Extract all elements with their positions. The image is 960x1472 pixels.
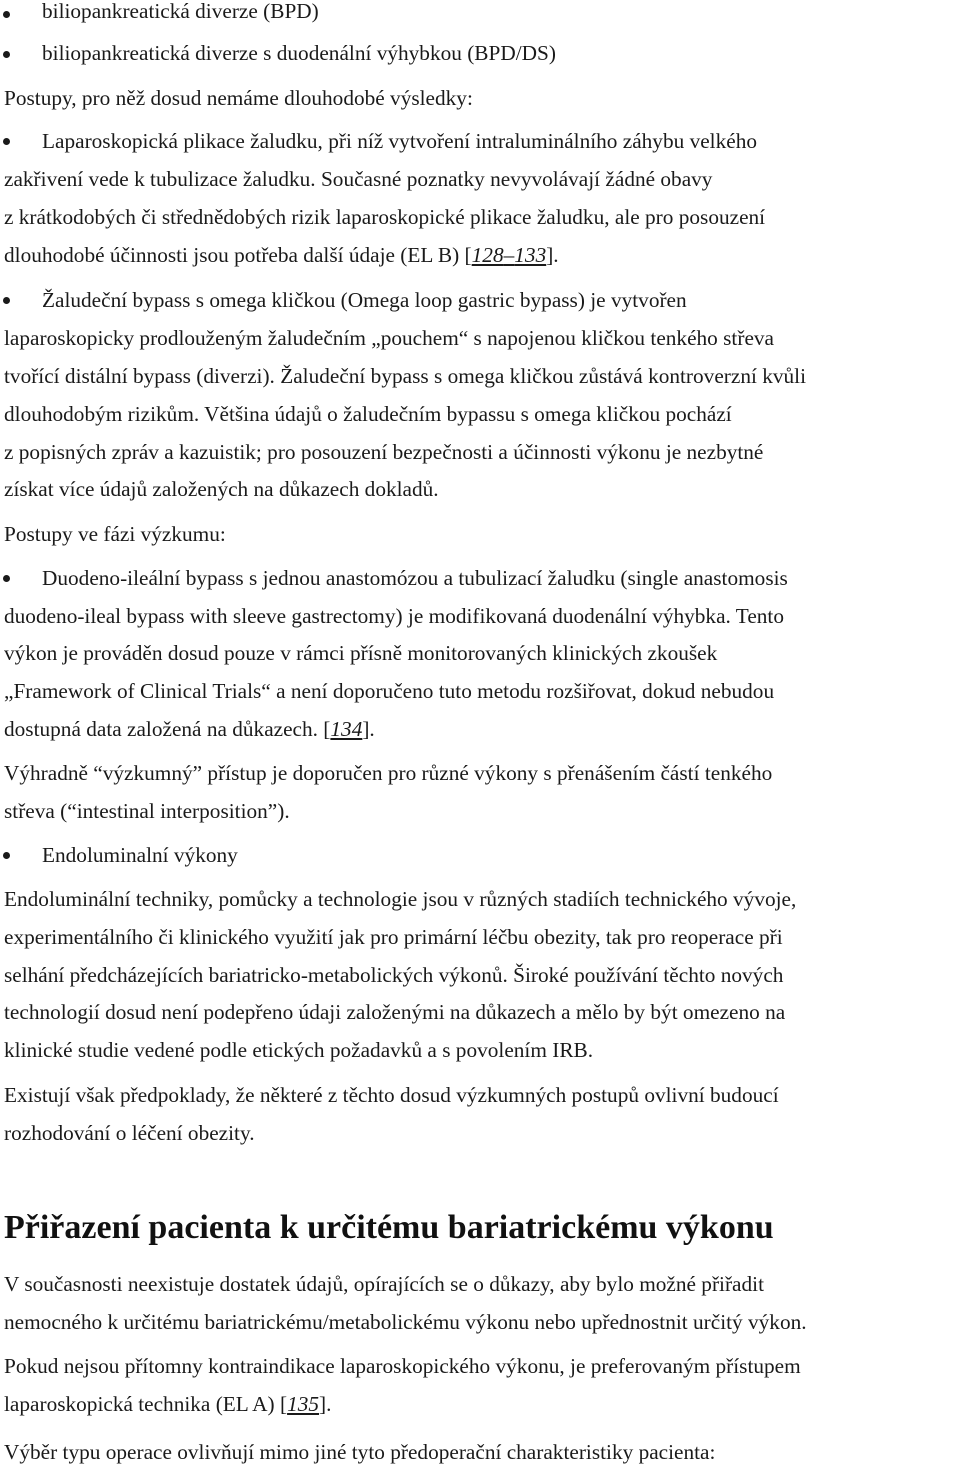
endo-line-5: klinické studie vedené podle etických požadavků a s povolením IRB. (4, 1038, 594, 1062)
assign-p2-line-2 (4, 1386, 331, 1424)
sadi-line-5-text: dostupná data založená na důkazech. [ (4, 717, 331, 741)
omega-line-2: laparoskopicky prodlouženým žaludečním „pouchem“ s napojenou kličkou tenkého střeva (4, 326, 774, 350)
endo-line-1: Endoluminální techniky, pomůcky a technologie jsou v různých stadiích technického vývoje, (4, 887, 797, 911)
sadi-line-4: „Framework of Clinical Trials“ a není doporučeno tuto metodu rozšiřovat, dokud nebudou (4, 679, 775, 703)
list-item-bpd-ds: biliopankreatická diverze s duodenální výhybkou (BPD/DS) (42, 41, 556, 65)
omega-line-3: tvořící distální bypass (diverzi). Žaludeční bypass s omega kličkou zůstává kontroverzní kvůli (4, 364, 806, 388)
bullet-dot (3, 297, 10, 304)
sadi-line-1: Duodeno-ileální bypass s jednou anastomózou a tubulizací žaludku (single anastomosis (42, 566, 788, 590)
omega-line-5: z popisných zpráv a kazuistik; pro posouzení bezpečnosti a účinnosti výkonu je nezbytné (4, 440, 764, 464)
bullet-dot (3, 138, 10, 145)
endo-line-3: selhání předcházejících bariatricko-metabolických výkonů. Široké používání těchto nových (4, 963, 784, 987)
interposition-line-2: střeva (“intestinal interposition”). (4, 799, 290, 823)
citation-link-133[interactable]: 133 (514, 243, 547, 267)
citation-link-135[interactable]: 135 (287, 1392, 320, 1416)
assign-p2-line-1: Pokud nejsou přítomny kontraindikace laparoskopického výkonu, je preferovaným přístupem (4, 1354, 801, 1378)
citation-link-134[interactable]: 134 (330, 717, 363, 741)
section-heading-nolong: Postupy, pro něž dosud nemáme dlouhodobé výsledky: (4, 86, 473, 110)
assign-p2-line-2-end: ]. (319, 1392, 332, 1416)
plication-line-4 (4, 237, 559, 275)
sadi-line-3: výkon je prováděn dosud pouze v rámci přísně monitorovaných klinických zkoušek (4, 641, 718, 665)
citation-dash: – (503, 243, 515, 267)
endo-line-2: experimentálního či klinického využití jak pro primární léčbu obezity, tak pro reoperace při (4, 925, 783, 949)
assign-p1-line-2: nemocného k určitému bariatrickému/metabolickému výkonu nebo upřednostnit určitý výkon. (4, 1310, 807, 1334)
future-line-1: Existují však předpoklady, že některé z těchto dosud výzkumných postupů ovlivní budoucí (4, 1083, 779, 1107)
omega-line-6: získat více údajů založených na důkazech dokladů. (4, 477, 439, 501)
bullet-dot (3, 575, 10, 582)
citation-link-128[interactable]: 128 (471, 243, 504, 267)
plication-line-4-text: dlouhodobé účinnosti jsou potřeba další údaje (EL B) [ (4, 243, 472, 267)
bullet-dot (3, 852, 10, 859)
endo-line-4: technologií dosud není podepřeno údaji založenými na důkazech a mělo by být omezeno na (4, 1000, 786, 1024)
plication-line-2: zakřivení vede k tubulizace žaludku. Současné poznatky nevyvolávají žádné obavy (4, 167, 713, 191)
bullet-dot (3, 11, 10, 18)
section-heading-assignment: Přiřazení pacienta k určitému bariatrickému výkonu (4, 1209, 774, 1246)
omega-line-4: dlouhodobým rizikům. Většina údajů o žaludečním bypassu s omega kličkou pochází (4, 402, 732, 426)
sadi-line-5-end: ]. (362, 717, 375, 741)
bullet-dot (3, 51, 10, 58)
sadi-line-2: duodeno-ileal bypass with sleeve gastrectomy) je modifikovaná duodenální výhybka. Tento (4, 604, 784, 628)
assign-p1-line-1: V současnosti neexistuje dostatek údajů, opírajících se o důkazy, aby bylo možné přiřadit (4, 1272, 764, 1296)
sadi-line-5 (4, 711, 375, 749)
interposition-line-1: Výhradně “výzkumný” přístup je doporučen pro různé výkony s přenášením částí tenkého (4, 761, 773, 785)
list-item-bpd: biliopankreatická diverze (BPD) (42, 0, 319, 23)
plication-line-3: z krátkodobých či střednědobých rizik laparoskopické plikace žaludku, ale pro posouzení (4, 205, 766, 229)
assign-p3-line-1: Výběr typu operace ovlivňují mimo jiné tyto předoperační charakteristiky pacienta: (4, 1440, 716, 1464)
section-heading-research: Postupy ve fázi výzkumu: (4, 522, 226, 546)
list-item-endoluminal: Endoluminalní výkony (42, 843, 238, 867)
assign-p2-line-2-text: laparoskopická technika (EL A) [ (4, 1392, 288, 1416)
omega-line-1: Žaludeční bypass s omega kličkou (Omega loop gastric bypass) je vytvořen (42, 288, 687, 312)
plication-line-4-end: ]. (546, 243, 559, 267)
future-line-2: rozhodování o léčení obezity. (4, 1121, 255, 1145)
plication-line-1: Laparoskopická plikace žaludku, při níž vytvoření intraluminálního záhybu velkého (42, 129, 757, 153)
